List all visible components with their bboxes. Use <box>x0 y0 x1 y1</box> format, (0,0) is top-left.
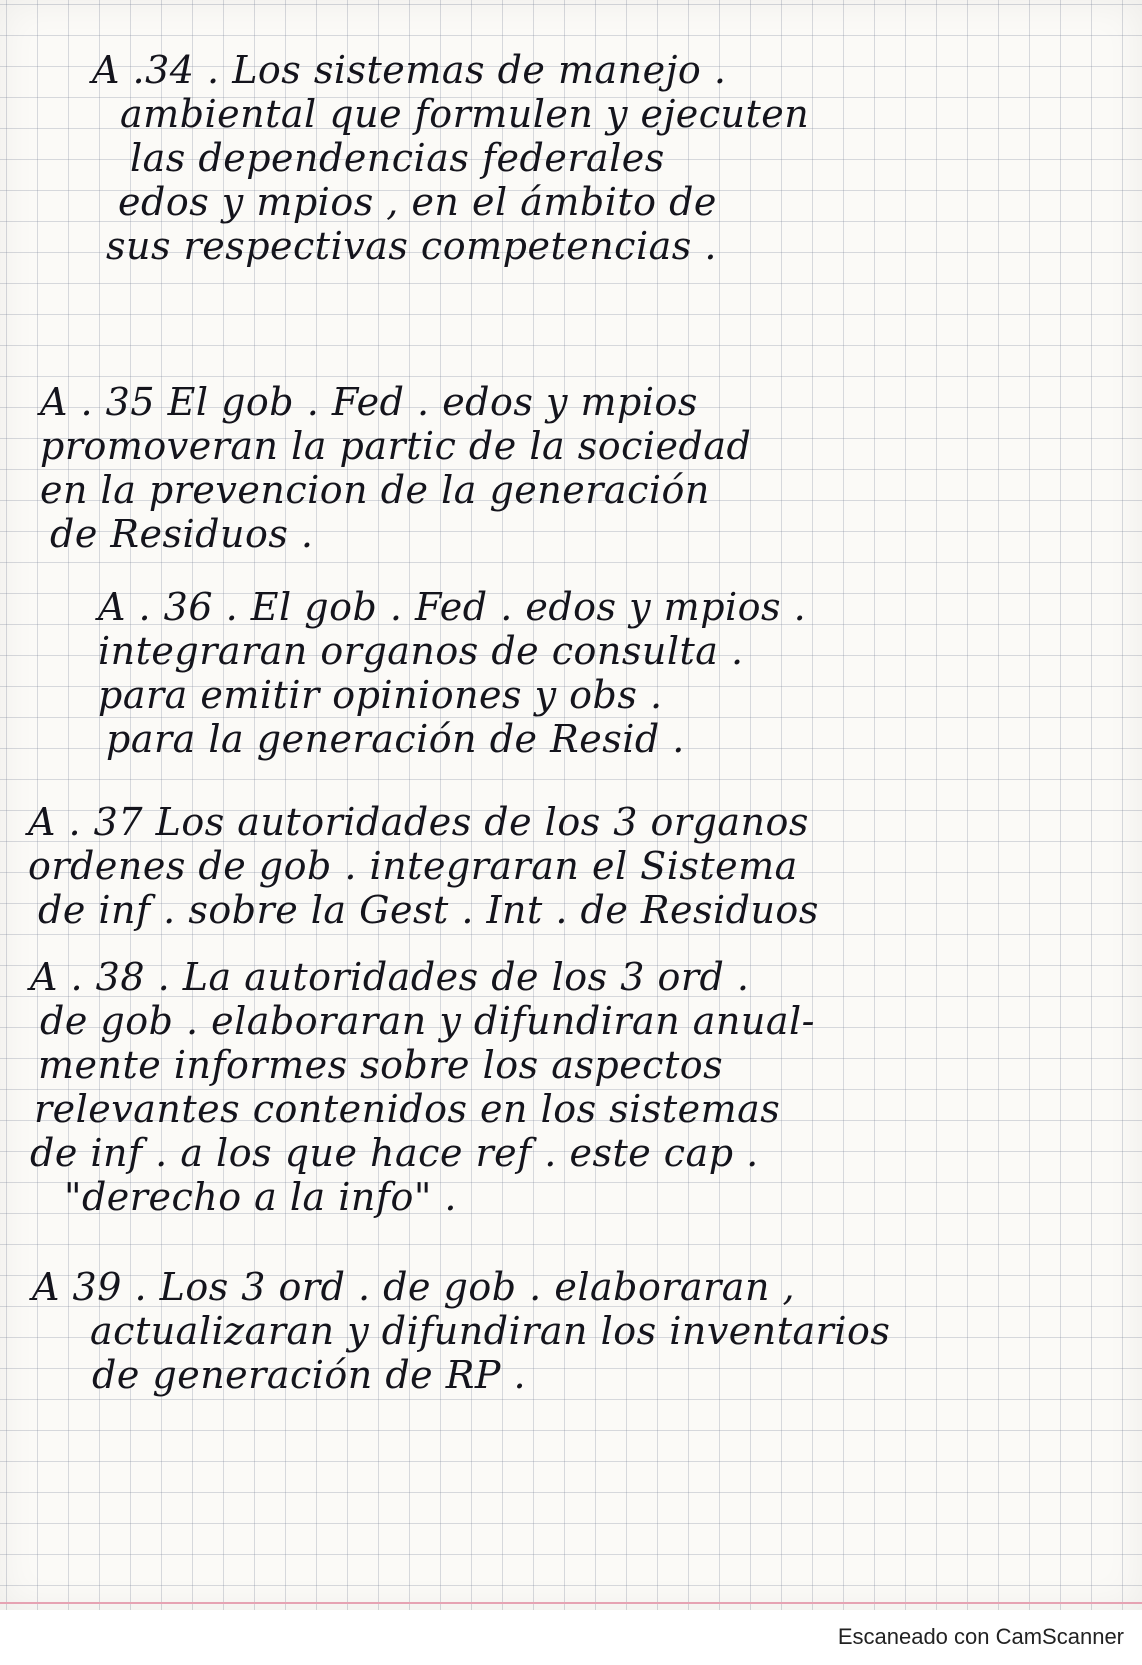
note-line: para emitir opiniones y obs . <box>98 673 663 717</box>
note-line: A 39 . Los 3 ord . de gob . elaboraran , <box>32 1265 796 1309</box>
note-line: promoveran la partic de la sociedad <box>40 424 752 468</box>
article-35-note <box>40 380 751 556</box>
scan-footer <box>0 1610 1142 1665</box>
note-line: "derecho a la info" . <box>64 1175 457 1219</box>
note-line: actualizaran y difundiran los inventarios <box>90 1309 891 1353</box>
bottom-margin-line <box>0 1602 1142 1604</box>
article-37-note <box>28 800 819 932</box>
note-line: ordenes de gob . integraran el Sistema <box>28 844 798 888</box>
note-line: edos y mpios , en el ámbito de <box>118 180 717 224</box>
note-line: relevantes contenidos en los sistemas <box>34 1087 781 1131</box>
note-line: de generación de RP . <box>92 1353 527 1397</box>
note-line: sus respectivas competencias . <box>106 224 717 268</box>
note-line: A . 38 . La autoridades de los 3 ord . <box>30 955 750 999</box>
note-line: de inf . a los que hace ref . este cap . <box>30 1131 759 1175</box>
note-line: para la generación de Resid . <box>106 717 685 761</box>
note-line: las dependencias federales <box>130 136 665 180</box>
article-36-note <box>98 585 806 761</box>
article-39-note <box>32 1265 890 1397</box>
note-line: en la prevencion de la generación <box>40 468 710 512</box>
note-line: A . 35 El gob . Fed . edos y mpios <box>40 380 698 424</box>
article-34-note <box>92 48 809 268</box>
note-line: A .34 . Los sistemas de manejo . <box>92 48 727 92</box>
note-line: mente informes sobre los aspectos <box>38 1043 724 1087</box>
note-line: de Residuos . <box>50 512 314 556</box>
note-line: A . 36 . El gob . Fed . edos y mpios . <box>98 585 807 629</box>
article-38-note <box>30 955 815 1219</box>
note-line: integraran organos de consulta . <box>98 629 744 673</box>
note-line: de gob . elaboraran y difundiran anual- <box>40 999 815 1043</box>
camscanner-watermark: Escaneado con CamScanner <box>837 1624 1124 1649</box>
note-line: de inf . sobre la Gest . Int . de Residuos <box>38 888 819 932</box>
note-line: A . 37 Los autoridades de los 3 organos <box>28 800 809 844</box>
note-line: ambiental que formulen y ejecuten <box>120 92 810 136</box>
